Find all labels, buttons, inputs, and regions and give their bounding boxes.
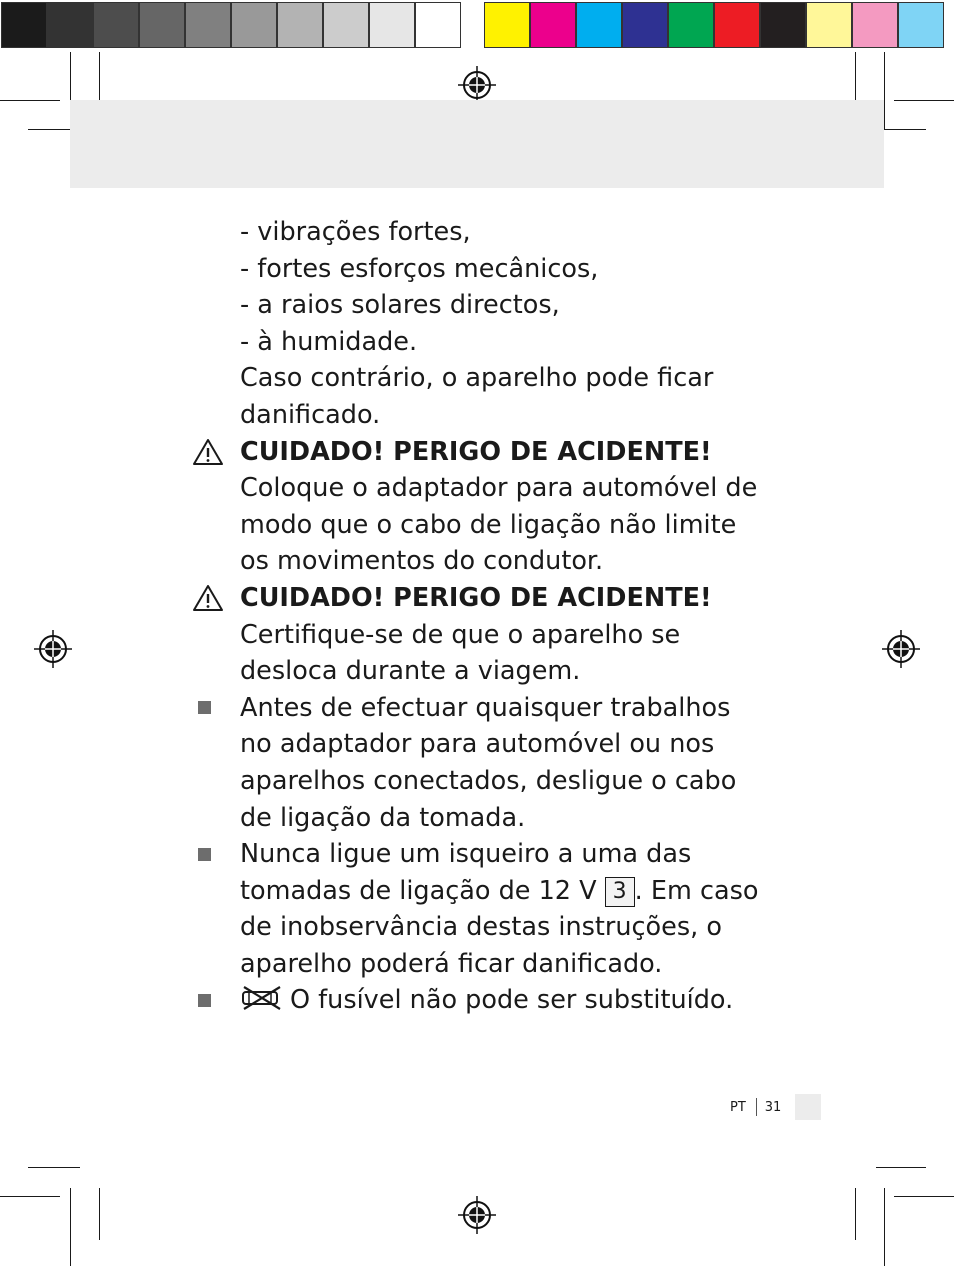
crop-mark [28, 1167, 80, 1168]
calibration-swatch [576, 2, 622, 48]
list-item: - a raios solares directos, [240, 290, 560, 321]
color-calibration-bar [484, 2, 944, 48]
registration-mark-icon [882, 630, 920, 668]
crop-mark [0, 100, 60, 101]
page-content [190, 214, 770, 1019]
warning-title: CUIDADO! PERIGO DE ACIDENTE! [240, 436, 712, 467]
crop-mark [99, 1188, 100, 1240]
fuse-not-replaceable-icon [240, 985, 284, 1011]
registration-mark-icon [458, 66, 496, 104]
calibration-swatch [139, 2, 185, 48]
consequence-text: Caso contrário, o aparelho pode ficar danificado. [240, 363, 714, 430]
crop-mark [99, 52, 100, 104]
crop-mark [884, 1188, 885, 1266]
square-bullet-icon [198, 994, 211, 1007]
footer-divider [756, 1098, 757, 1116]
page-footer [730, 1094, 821, 1120]
calibration-swatch [185, 2, 231, 48]
calibration-swatch [415, 2, 461, 48]
calibration-swatch [622, 2, 668, 48]
calibration-swatch [93, 2, 139, 48]
crop-mark [894, 100, 954, 101]
crop-mark [0, 1196, 60, 1197]
grayscale-calibration-bar [1, 2, 461, 48]
list-item: - fortes esforços mecânicos, [240, 253, 599, 284]
bullet-item: Antes de efectuar quaisquer trabalhos no adaptador para automóvel ou nos aparelhos conectados, desligue o cabo de ligação da tomada. [190, 690, 770, 836]
calibration-swatch [47, 2, 93, 48]
warning-text: Certifique-se de que o aparelho se desloca durante a viagem. [240, 619, 681, 687]
calibration-swatch [852, 2, 898, 48]
crop-mark [876, 1167, 926, 1168]
registration-mark-icon [34, 630, 72, 668]
language-code: PT [730, 1099, 746, 1115]
calibration-swatch [806, 2, 852, 48]
crop-mark [855, 1188, 856, 1240]
footer-tab-box [795, 1094, 821, 1120]
square-bullet-icon [198, 848, 211, 861]
calibration-swatch [530, 2, 576, 48]
warning-block [190, 580, 770, 690]
calibration-swatch [277, 2, 323, 48]
calibration-swatch [714, 2, 760, 48]
warning-text: Coloque o adaptador para automóvel de modo que o cabo de ligação não limite os movimentos do condutor. [240, 473, 758, 577]
crop-mark [70, 1188, 71, 1266]
calibration-swatch [369, 2, 415, 48]
crop-mark [894, 1196, 954, 1197]
list-item: - à humidade. [240, 326, 418, 357]
calibration-swatch [668, 2, 714, 48]
list-item: - vibrações fortes, [240, 217, 471, 247]
bullet-item: Nunca ligue um isqueiro a uma das tomadas de ligação de 12 V 3 . Em caso de inobservância destas instruções, o aparelho poderá ficar danificado. [190, 836, 770, 982]
warning-block [190, 434, 770, 580]
warning-triangle-icon [192, 584, 224, 612]
header-band [70, 100, 884, 188]
calibration-swatch [231, 2, 277, 48]
crop-mark [855, 52, 856, 104]
calibration-swatch [898, 2, 944, 48]
registration-mark-icon [458, 1196, 496, 1234]
part-reference-badge: 3 [605, 877, 635, 907]
warning-title: CUIDADO! PERIGO DE ACIDENTE! [240, 582, 712, 613]
calibration-swatch [1, 2, 47, 48]
warning-triangle-icon [192, 438, 224, 466]
calibration-swatch [760, 2, 806, 48]
square-bullet-icon [198, 701, 211, 714]
bullet-item: O fusível não pode ser substituído. [190, 982, 770, 1019]
calibration-swatch [323, 2, 369, 48]
calibration-swatch [484, 2, 530, 48]
page-number: 31 [764, 1099, 782, 1115]
crop-mark [884, 52, 885, 130]
